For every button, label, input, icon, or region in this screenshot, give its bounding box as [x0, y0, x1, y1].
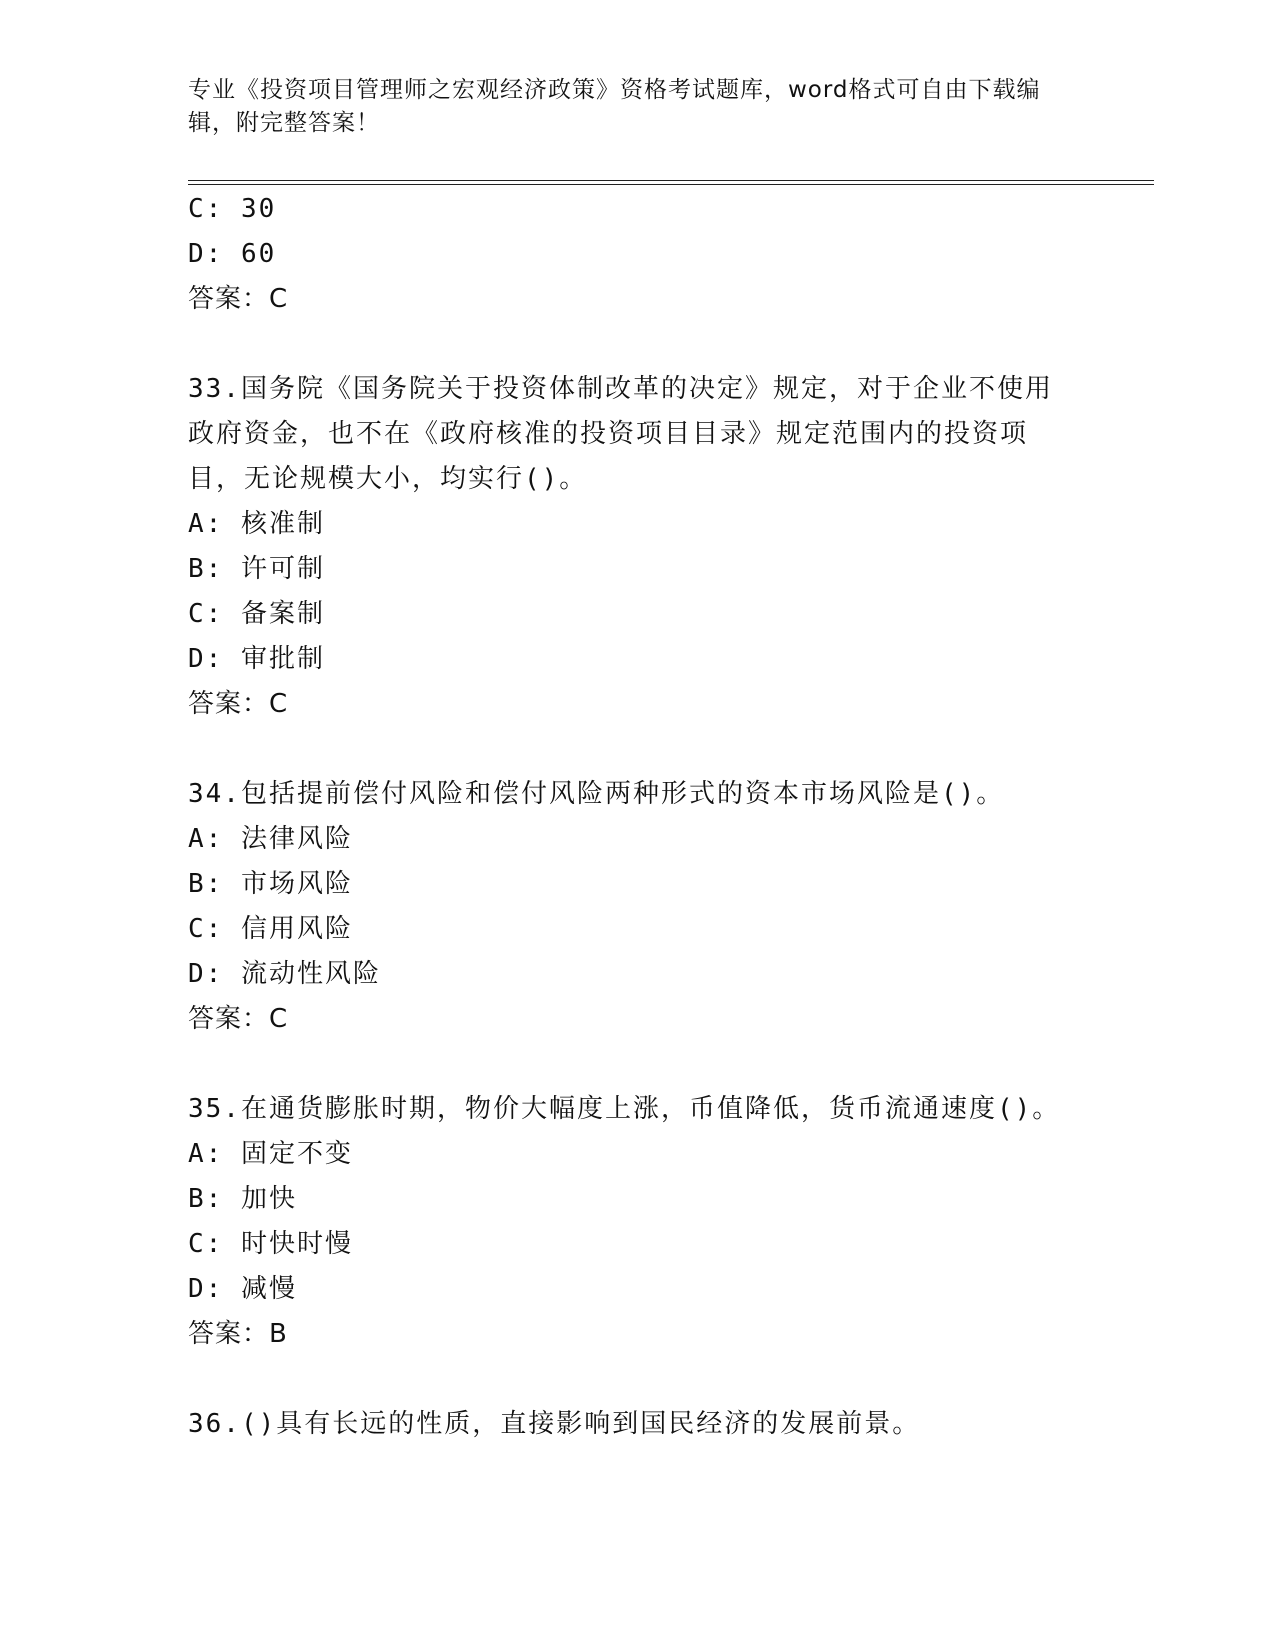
q33-stem-line-2: 政府资金，也不在《政府核准的投资项目目录》规定范围内的投资项 [188, 419, 1029, 449]
q36-stem-line-1: 36.()具有长远的性质，直接影响到国民经济的发展前景。 [188, 1409, 921, 1439]
q35-stem-line-1: 35.在通货膨胀时期，物价大幅度上涨，币值降低，货币流通速度()。 [188, 1094, 1061, 1124]
q32-option-c: C: 30 [188, 194, 277, 224]
q33-stem-line-3: 目，无论规模大小，均实行()。 [188, 464, 588, 494]
q34-answer: 答案：C [188, 1004, 289, 1034]
q33-answer: 答案：C [188, 689, 289, 719]
q35-option-c: C: 时快时慢 [188, 1229, 353, 1259]
q35-answer: 答案：B [188, 1319, 288, 1349]
q33-option-b: B: 许可制 [188, 554, 325, 584]
q34-stem-line-1: 34.包括提前偿付风险和偿付风险两种形式的资本市场风险是()。 [188, 779, 1005, 809]
q32-option-d: D: 60 [188, 239, 277, 269]
q34-option-c: C: 信用风险 [188, 914, 353, 944]
q34-option-b: B: 市场风险 [188, 869, 353, 899]
q34-option-a: A: 法律风险 [188, 824, 353, 854]
q33-option-d: D: 审批制 [188, 644, 325, 674]
q35-option-b: B: 加快 [188, 1184, 297, 1214]
header-line-1: 专业《投资项目管理师之宏观经济政策》资格考试题库，word格式可自由下载编 [188, 77, 1041, 103]
q35-option-a: A: 固定不变 [188, 1139, 353, 1169]
document-header [188, 74, 1088, 140]
header-double-rule [188, 180, 1154, 185]
q32-answer: 答案：C [188, 284, 289, 314]
q35-option-d: D: 减慢 [188, 1274, 297, 1304]
q34-option-d: D: 流动性风险 [188, 959, 381, 989]
q33-option-a: A: 核准制 [188, 509, 325, 539]
q33-option-c: C: 备案制 [188, 599, 325, 629]
header-line-2: 辑，附完整答案！ [188, 110, 380, 136]
q33-stem-line-1: 33.国务院《国务院关于投资体制改革的决定》规定，对于企业不使用 [188, 374, 1053, 404]
